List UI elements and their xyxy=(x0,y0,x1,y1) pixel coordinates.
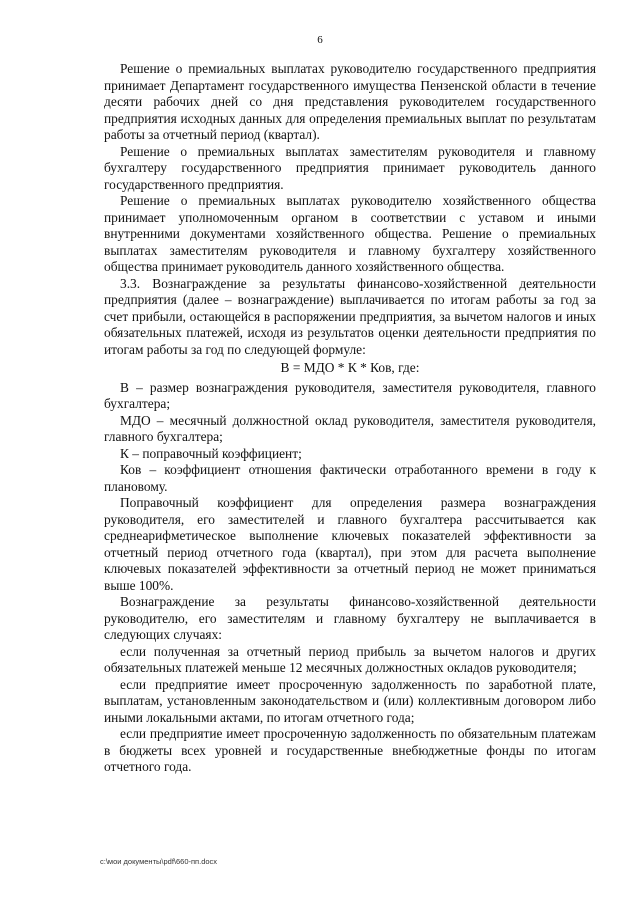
document-body xyxy=(104,61,596,776)
paragraph-bonus-decision-company: Решение о премиальных выплатах руководителю хозяйственного общества принимает уполномоченным органом в соответствии с уставом и иными внутренними документами хозяйственного общества. Решение о премиальных выплатах заместителям руководителя и главному бухгалтеру хозяйственного общества принимает руководитель данного хозяйственного общества. xyxy=(104,193,596,274)
reward-formula: В = МДО * К * Ков, где: xyxy=(280,360,420,375)
case-budget-arrears: если предприятие имеет просроченную задолженность по обязательным платежам в бюджеты всех уровней и государственные внебюджетные фонды по итогам отчетного года. xyxy=(104,726,596,774)
paragraph-reward-3-3: 3.3. Вознаграждение за результаты финансово-хозяйственной деятельности предприятия (далее – вознаграждение) выплачивается по итогам работы за год за счет прибыли, остающейся в распоряжении предприятия, за вычетом налогов и иных обязательных платежей, исходя из результатов оценки деятельности предприятия по итогам работы за год по следующей формуле: xyxy=(104,275,596,357)
paragraph-bonus-decision-state-head: Решение о премиальных выплатах руководителю государственного предприятия принимает Департамент государственного имущества Пензенской области в течение десяти рабочих дней со дня представления руководителем государственного предприятия исходных данных для определения премиальных выплат по результатам работы за отчетный период (квартал). xyxy=(104,61,596,142)
page-number: 6 xyxy=(317,34,323,46)
paragraph-no-reward-cases: Вознаграждение за результаты финансово-хозяйственной деятельности руководителю, его заместителям и главному бухгалтеру не выплачивается в следующих случаях: xyxy=(104,594,596,642)
definition-kov: Ков – коэффициент отношения фактически отработанного времени в году к плановому. xyxy=(104,462,596,494)
footer-file-path: c:\мои документы\pdf\660-пп.docx xyxy=(100,857,218,866)
case-salary-arrears: если предприятие имеет просроченную задолженность по заработной плате, выплатам, установленным законодательством и (или) коллективным договором либо иными локальными актами, по итогам отчетного года; xyxy=(104,676,596,725)
definition-b: В – размер вознаграждения руководителя, заместителя руководителя, главного бухгалтера; xyxy=(104,379,596,411)
definition-k: К – поправочный коэффициент; xyxy=(120,445,302,461)
case-profit-below-threshold: если полученная за отчетный период прибыль за вычетом налогов и других обязательных платежей меньше 12 месячных должностных окладов руководителя; xyxy=(104,643,596,675)
paragraph-correction-coefficient: Поправочный коэффициент для определения размера вознаграждения руководителя, его заместителей и главного бухгалтера рассчитывается как среднеарифметическое выполнение ключевых показателей эффективности за отчетный период отчетного года (квартал), при этом для расчета выполнение ключевых показателей эффективности за отчетный период не может приниматься выше 100%. xyxy=(104,495,596,593)
definition-mdo: МДО – месячный должностной оклад руководителя, заместителя руководителя, главного бухгалтера; xyxy=(104,412,596,444)
paragraph-bonus-decision-deputies: Решение о премиальных выплатах заместителям руководителя и главному бухгалтеру государственного предприятия принимает руководитель данного государственного предприятия. xyxy=(104,143,596,192)
